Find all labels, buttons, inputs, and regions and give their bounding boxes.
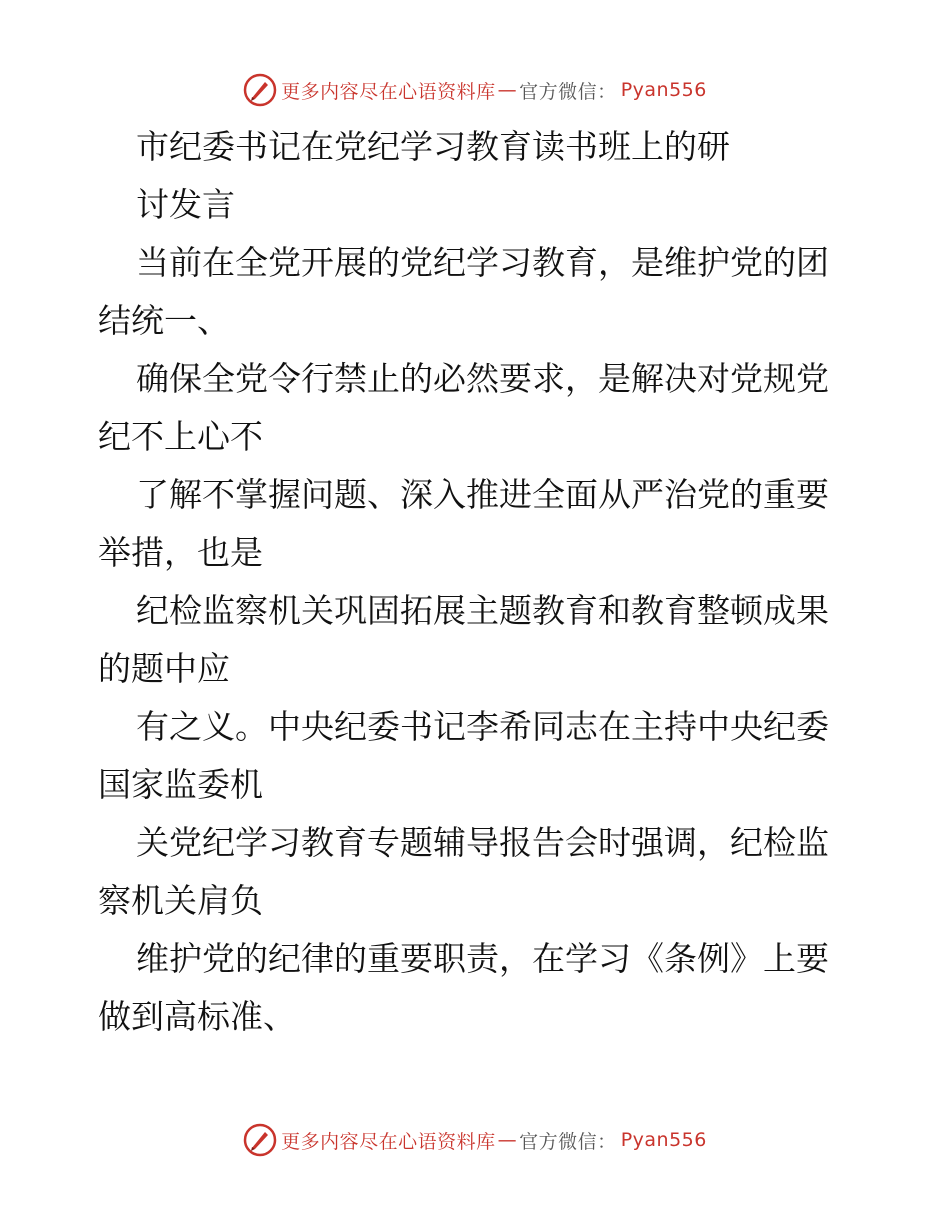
paragraph-line: 纪不上心不 [98, 417, 263, 456]
watermark-text: 更多内容尽在心语资料库 [281, 80, 496, 103]
watermark-colon: ： [597, 1130, 617, 1153]
paragraph-line: 国家监委机 [98, 765, 263, 804]
paragraph-line: 有之义。中央纪委书记李希同志在主持中央纪委 [136, 707, 829, 746]
document-body [98, 118, 858, 1046]
title-line-2: 讨发言 [136, 185, 235, 224]
watermark-dash: — [497, 1129, 518, 1151]
watermark-text: 更多内容尽在心语资料库 [281, 1130, 496, 1153]
watermark-label: 官方微信 [519, 80, 598, 103]
paragraph-line: 当前在全党开展的党纪学习教育，是维护党的团 [136, 243, 829, 282]
paragraph-line: 了解不掌握问题、深入推进全面从严治党的重要 [136, 475, 829, 514]
paragraph-line: 确保全党令行禁止的必然要求，是解决对党规党 [136, 359, 829, 398]
watermark-id: Pyan556 [620, 1129, 707, 1151]
paragraph-line: 做到高标准、 [98, 997, 296, 1036]
watermark-label: 官方微信 [519, 1130, 598, 1153]
quill-logo-icon [243, 73, 277, 107]
watermark-id: Pyan556 [620, 79, 707, 101]
paragraph-line: 的题中应 [98, 649, 230, 688]
paragraph-line: 结统一、 [98, 301, 230, 340]
quill-logo-icon [243, 1123, 277, 1157]
watermark-banner-top [0, 70, 950, 110]
watermark-dash: — [497, 79, 518, 101]
paragraph-line: 察机关肩负 [98, 881, 263, 920]
paragraph-line: 纪检监察机关巩固拓展主题教育和教育整顿成果 [136, 591, 829, 630]
paragraph-line: 关党纪学习教育专题辅导报告会时强调，纪检监 [136, 823, 829, 862]
paragraph-line: 维护党的纪律的重要职责，在学习《条例》上要 [136, 939, 829, 978]
watermark-banner-bottom [0, 1120, 950, 1160]
watermark-colon: ： [597, 80, 617, 103]
paragraph-line: 举措，也是 [98, 533, 263, 572]
title-line-1: 市纪委书记在党纪学习教育读书班上的研 [136, 127, 730, 166]
